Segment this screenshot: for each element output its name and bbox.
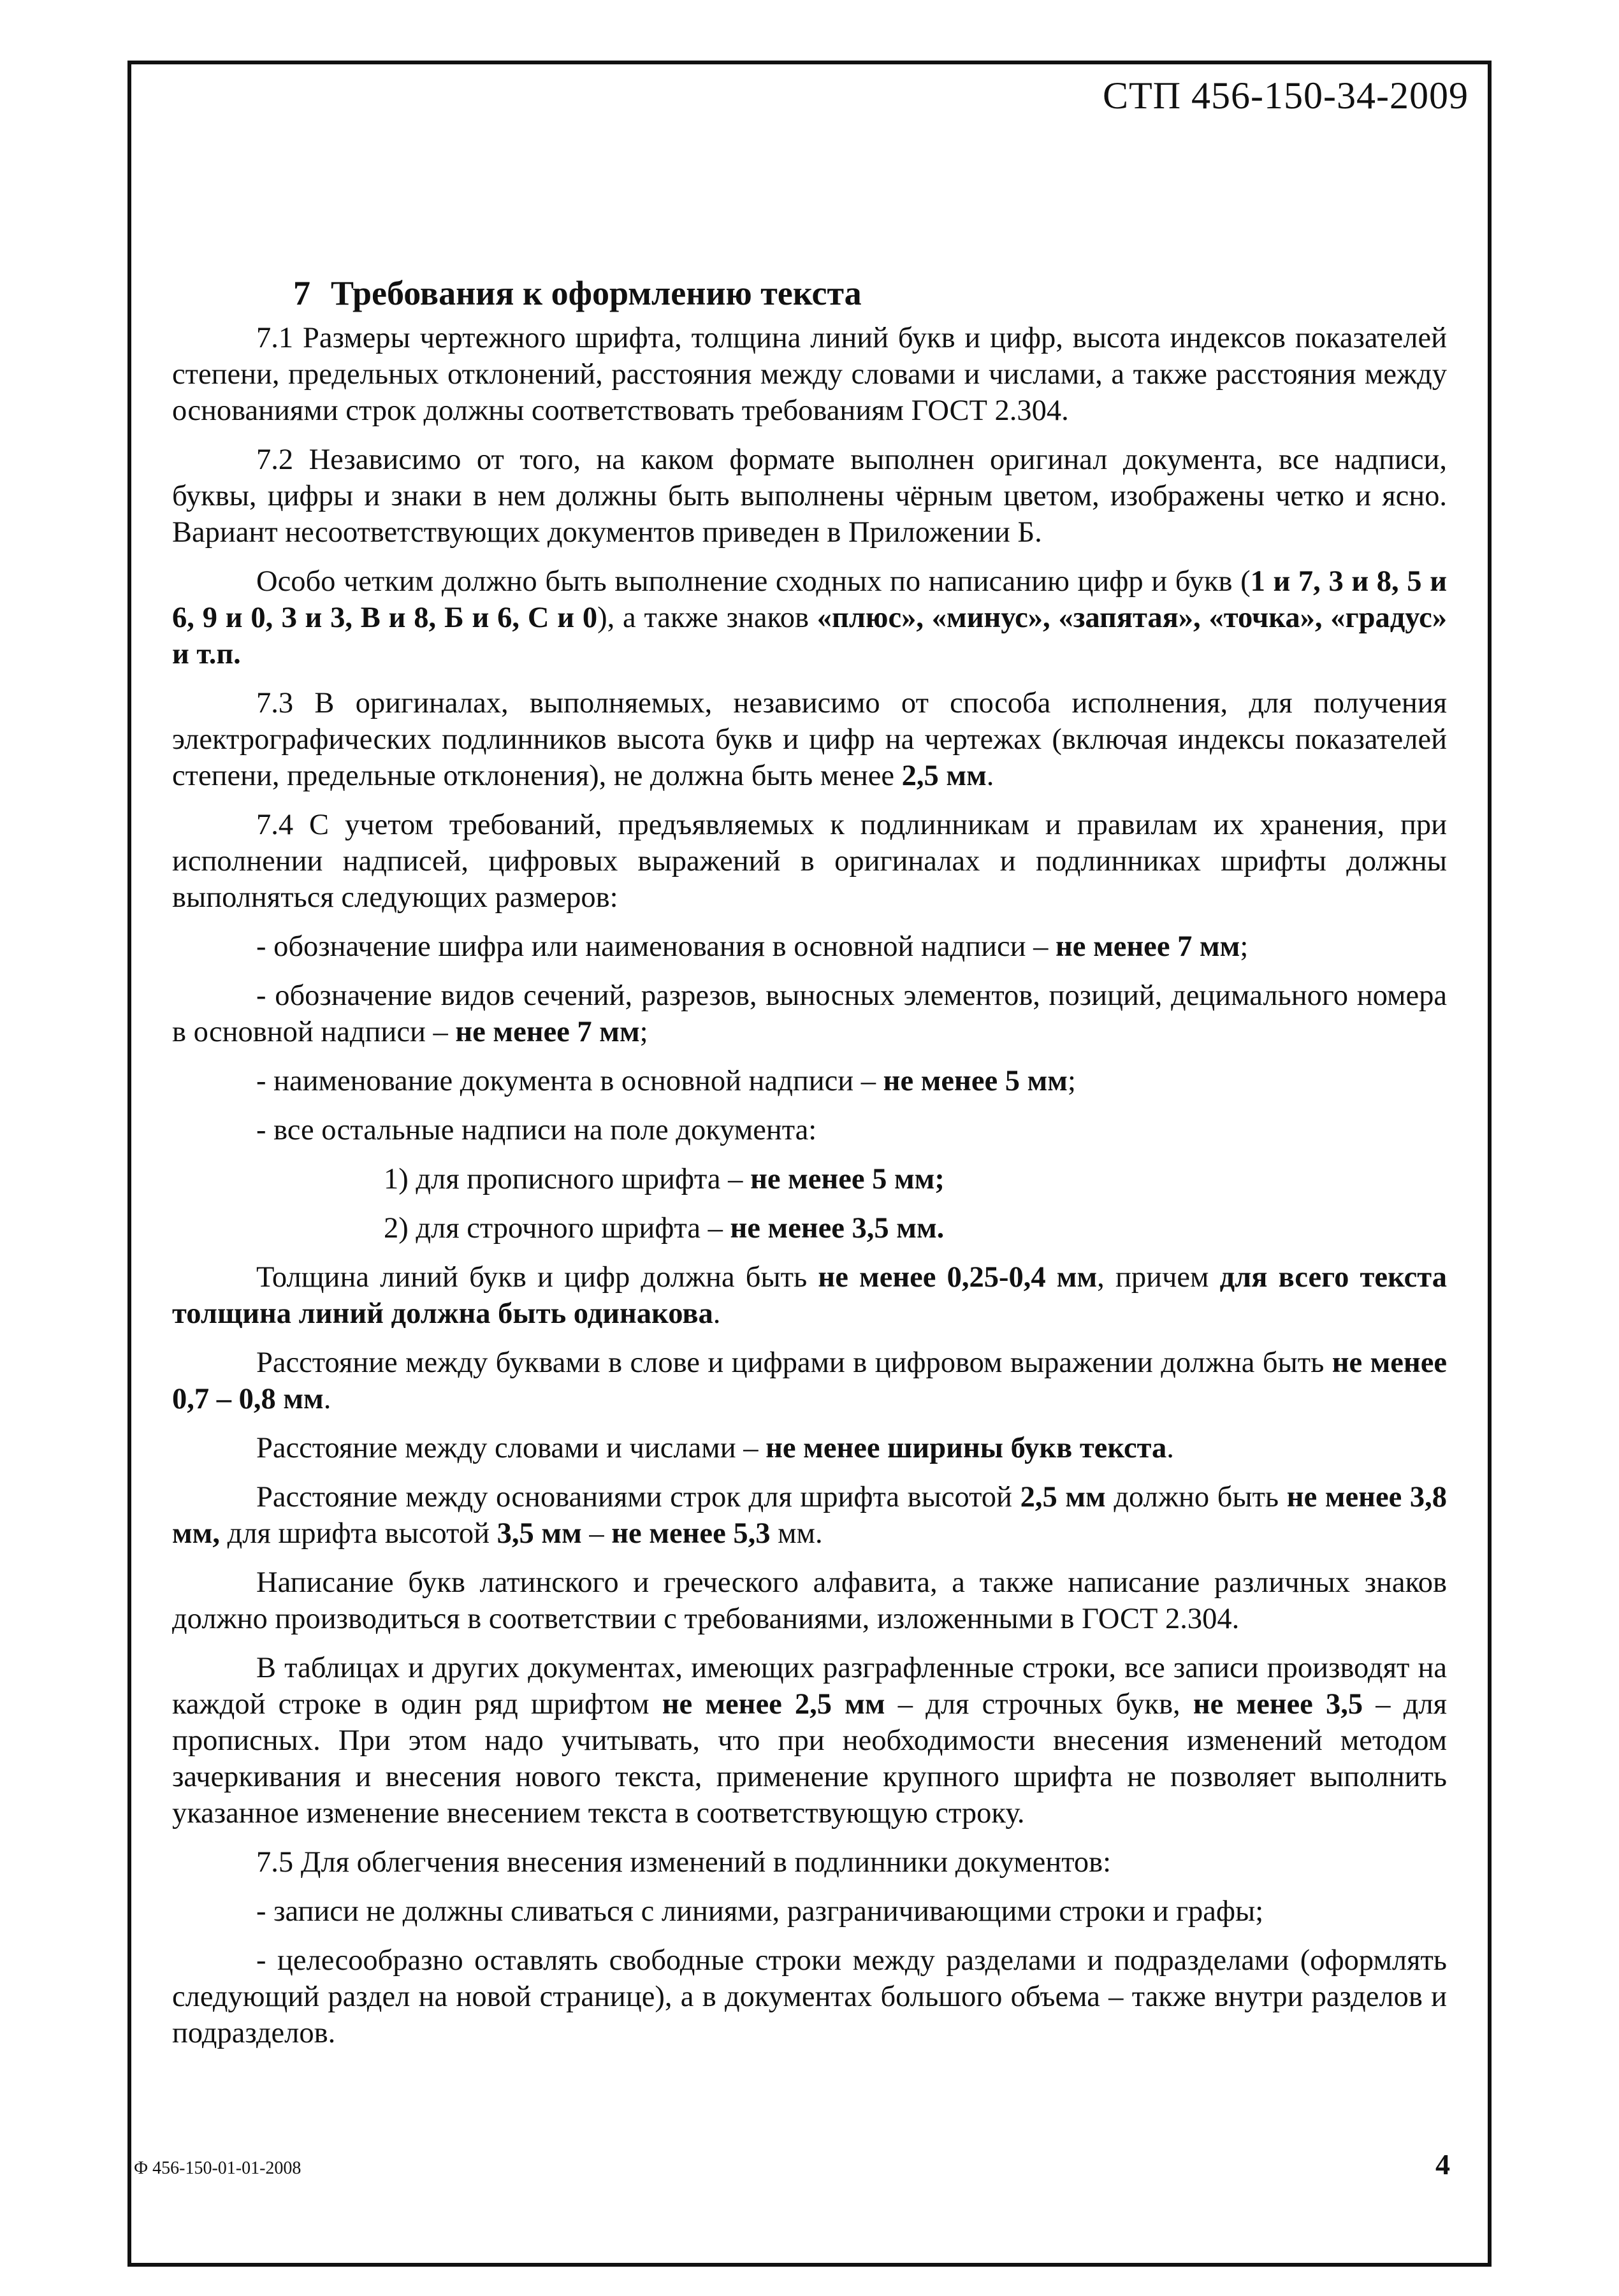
paragraph <box>172 1844 1447 1881</box>
text-run: для шрифта высотой <box>219 1517 497 1550</box>
text-run: Особо четким должно быть выполнение сходных по написанию цифр и букв ( <box>256 565 1251 598</box>
text-run: должно быть <box>1105 1481 1287 1513</box>
text-run: 7.2 Независимо от того, на каком формате выполнен оригинал документа, все надписи, буквы, цифры и знаки в нем должны быть выполнены чёрным цветом, изображены четко и ясно. Вариант несоответствующих документов приведен в Приложении Б. <box>172 444 1447 549</box>
bold-text: не менее 3,5 <box>1193 1688 1363 1721</box>
bold-text: не менее 0,7 – 0,8 мм <box>172 1347 1447 1415</box>
text-run: Толщина линий букв и цифр должна быть <box>256 1261 818 1294</box>
paragraph <box>172 320 1447 429</box>
text-run: - записи не должны сливаться с линиями, разграничивающими строки и графы; <box>256 1895 1264 1928</box>
bold-text: не менее 5 мм <box>883 1065 1068 1097</box>
bold-text: для всего текста толщина линий должна быть одинакова <box>172 1261 1447 1330</box>
text-run: - обозначение видов сечений, разрезов, выносных элементов, позиций, децимального номера в основной надписи – <box>172 979 1447 1048</box>
list-item <box>172 978 1447 1050</box>
text-run: Написание букв латинского и греческого алфавита, а также написание различных знаков должно производиться в соответствии с требованиями, изложенными в ГОСТ 2.304. <box>172 1566 1447 1635</box>
paragraph <box>172 685 1447 794</box>
list-item <box>172 1161 1447 1197</box>
text-run: 7.5 Для облегчения внесения изменений в подлинники документов: <box>256 1846 1112 1879</box>
text-run: - обозначение шифра или наименования в основной надписи – <box>256 930 1056 963</box>
form-code: Ф 456-150-01-01-2008 <box>134 2158 301 2178</box>
text-run: ; <box>1067 1065 1076 1097</box>
list-item <box>172 1063 1447 1099</box>
bold-text: 1 и 7, 3 и 8, 5 и 6, 9 и 0, З и 3, В и 8, Б и 6, С и 0 <box>172 565 1447 634</box>
list-item <box>172 928 1447 965</box>
bold-text: 2,5 мм <box>1020 1481 1106 1513</box>
page-frame <box>127 61 1492 2267</box>
text-run: ), а также знаков <box>597 602 817 634</box>
bold-text: не менее 2,5 мм <box>662 1688 885 1721</box>
text-run: Расстояние между буквами в слове и цифрами в цифровом выражении должна быть <box>256 1347 1332 1379</box>
bold-text: 2,5 мм <box>901 760 987 792</box>
section-title-text: Требования к оформлению текста <box>331 274 862 312</box>
bold-text: не менее 3,5 мм. <box>730 1212 945 1245</box>
section-content <box>172 201 1447 2064</box>
bold-text: не менее 3,8 мм, <box>172 1481 1447 1550</box>
text-run: Расстояние между основаниями строк для шрифта высотой <box>256 1481 1020 1513</box>
bold-text: «плюс», «минус», «запятая», «точка», «градус» и т.п. <box>172 602 1448 670</box>
text-run: - целесообразно оставлять свободные строки между разделами и подразделами (оформлять следующий раздел на новой странице), а в документах большого объема – также внутри разделов и подразделов. <box>172 1944 1447 2049</box>
text-run: В таблицах и других документах, имеющих разграфленные строки, все записи производят на каждой строке в один ряд шрифтом <box>172 1652 1447 1721</box>
bold-text: не менее 5 мм; <box>750 1163 945 1195</box>
text-run: . <box>713 1297 721 1330</box>
bold-text: не менее ширины букв текста <box>766 1432 1167 1464</box>
text-run: , причем <box>1097 1261 1220 1294</box>
text-run: 7.3 В оригиналах, выполняемых, независимо от способа исполнения, для получения электрографических подлинников высота букв и цифр на чертежах (включая индексы показателей степени, предельные отклонения), не должна быть менее <box>172 687 1447 792</box>
text-run: – для прописных. При этом надо учитывать, что при необходимости внесения изменений методом зачеркивания и внесения нового текста, применение крупного шрифта не позволяет выполнить указанное изменение внесением текста в соответствующую строку. <box>172 1688 1447 1830</box>
paragraphs <box>172 320 1447 2051</box>
bold-text: не менее 5,3 <box>611 1517 771 1550</box>
list-item <box>172 1893 1447 1930</box>
text-run: ; <box>1240 930 1249 963</box>
bold-text: 3,5 мм <box>497 1517 582 1550</box>
paragraph <box>172 563 1447 672</box>
bold-text: не менее 0,25-0,4 мм <box>818 1261 1098 1294</box>
text-run: 7.1 Размеры чертежного шрифта, толщина линий букв и цифр, высота индексов показателей степени, предельных отклонений, расстояния между словами и числами, а также расстояния между основаниями строк должны соответствовать требованиям ГОСТ 2.304. <box>172 322 1447 427</box>
text-run: мм. <box>770 1517 823 1550</box>
text-run: Расстояние между словами и числами – <box>256 1432 766 1464</box>
text-run: – для строчных букв, <box>885 1688 1193 1721</box>
text-run: 1) для прописного шрифта – <box>384 1163 751 1195</box>
section-number: 7 <box>293 274 310 312</box>
bold-text: не менее 7 мм <box>1056 930 1240 963</box>
paragraph <box>172 1650 1447 1831</box>
section-title <box>293 273 1447 314</box>
text-run: – <box>581 1517 612 1550</box>
paragraph <box>172 1345 1447 1417</box>
paragraph <box>172 442 1447 551</box>
standard-code: СТП 456-150-34-2009 <box>1103 75 1469 117</box>
text-run: . <box>323 1383 331 1415</box>
text-run: . <box>986 760 994 792</box>
text-run: 2) для строчного шрифта – <box>384 1212 730 1245</box>
paragraph <box>172 1479 1447 1552</box>
paragraph <box>172 807 1447 916</box>
paragraph <box>172 1564 1447 1637</box>
text-run: - все остальные надписи на поле документа: <box>256 1114 817 1146</box>
bold-text: не менее 7 мм <box>455 1016 640 1048</box>
list-item <box>172 1942 1447 2051</box>
text-run: ; <box>639 1016 648 1048</box>
text-run: 7.4 С учетом требований, предъявляемых к подлинникам и правилам их хранения, при исполнении надписей, цифровых выражений в оригиналах и подлинниках шрифты должны выполняться следующих размеров: <box>172 809 1447 914</box>
text-run: . <box>1166 1432 1174 1464</box>
paragraph <box>172 1430 1447 1466</box>
list-item <box>172 1210 1447 1246</box>
paragraph <box>172 1259 1447 1332</box>
list-item <box>172 1112 1447 1148</box>
page-number: 4 <box>1435 2148 1450 2181</box>
text-run: - наименование документа в основной надписи – <box>256 1065 883 1097</box>
